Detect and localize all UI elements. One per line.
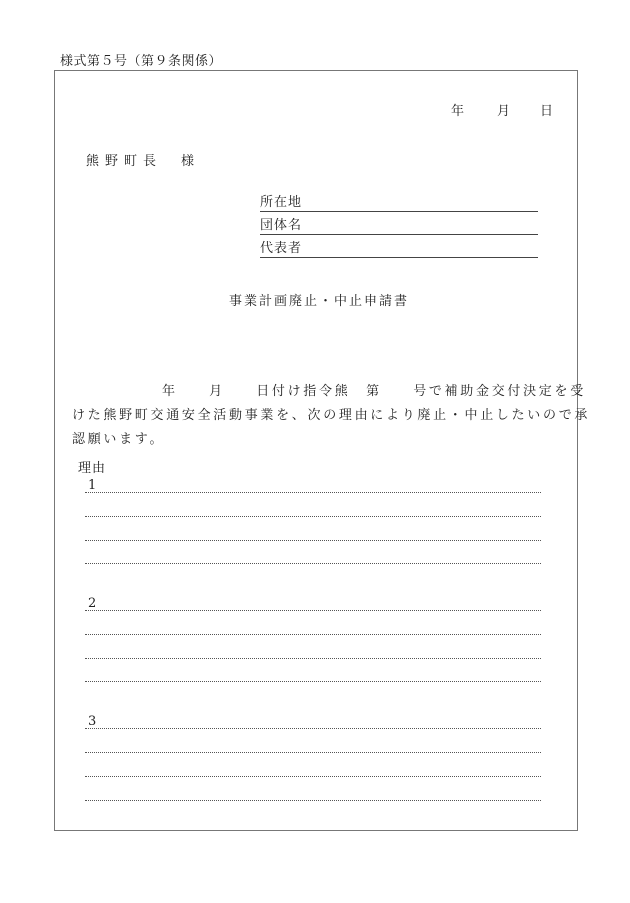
reason-2-line-4[interactable]: [85, 681, 541, 682]
reason-1-line-4[interactable]: [85, 563, 541, 564]
date-month[interactable]: 月: [497, 104, 511, 119]
reason-number-1: 1: [88, 478, 97, 493]
reason-2-line-2[interactable]: [85, 634, 541, 635]
application-body: [72, 380, 591, 452]
addressee: 熊野町長 様: [86, 154, 201, 169]
reason-1-line-1[interactable]: [85, 492, 541, 493]
document-title: 事業計画廃止・中止申請書: [229, 294, 410, 309]
representative-field[interactable]: [260, 238, 538, 258]
reason-3-line-2[interactable]: [85, 752, 541, 753]
body-line-2: けた熊野町交通安全活動事業を、次の理由により廃止・中止したいので承: [72, 408, 591, 423]
body-line-1: 年 月 日付け指令熊 第 号で補助金交付決定を受: [162, 384, 586, 399]
reason-1-line-3[interactable]: [85, 540, 541, 541]
reason-2-line-3[interactable]: [85, 658, 541, 659]
date-day[interactable]: 日: [540, 104, 554, 119]
reason-1-line-2[interactable]: [85, 516, 541, 517]
reason-number-3: 3: [88, 714, 97, 729]
date-line: [0, 100, 630, 118]
form-number-label: 様式第５号（第９条関係）: [60, 54, 223, 69]
representative-label: 代表者: [260, 241, 303, 256]
organization-field[interactable]: [260, 215, 538, 235]
date-year[interactable]: 年: [451, 104, 465, 119]
reason-3-line-4[interactable]: [85, 800, 541, 801]
organization-label: 団体名: [260, 218, 303, 233]
address-label: 所在地: [260, 195, 303, 210]
body-line-3: 認願います。: [72, 432, 166, 447]
address-field[interactable]: [260, 192, 538, 212]
reason-2-line-1[interactable]: [85, 610, 541, 611]
reason-heading: 理由: [78, 461, 107, 476]
reason-number-2: 2: [88, 596, 97, 611]
reason-3-line-3[interactable]: [85, 776, 541, 777]
reason-3-line-1[interactable]: [85, 728, 541, 729]
